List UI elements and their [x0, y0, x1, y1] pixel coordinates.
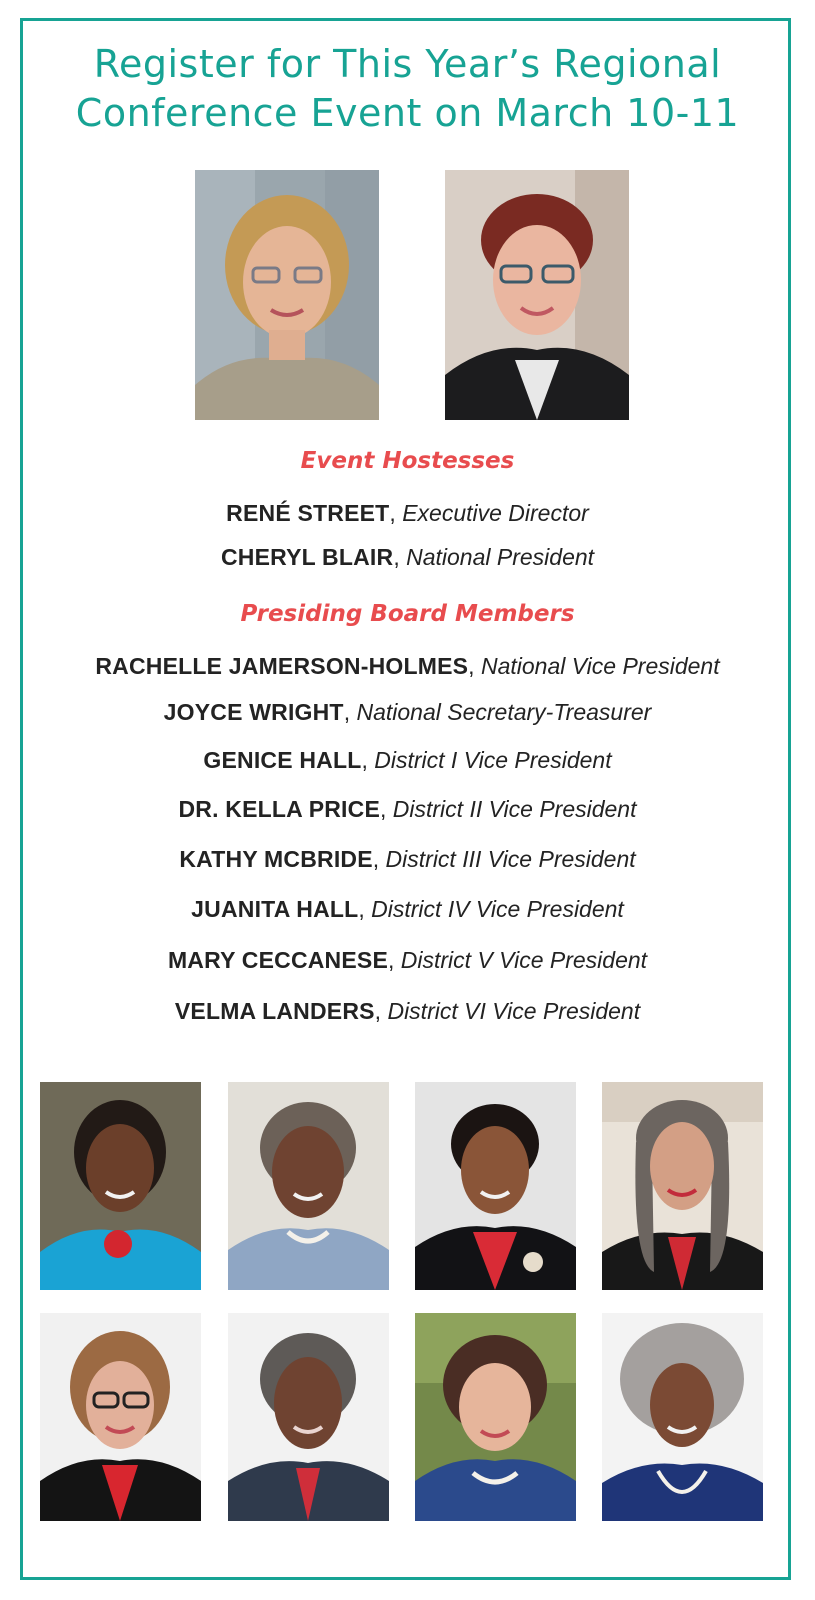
- person-role: District III Vice President: [385, 846, 636, 872]
- board-member-juanita-hall: JUANITA HALL, District IV Vice President: [191, 896, 624, 922]
- board-member-mary-ceccanese: MARY CECCANESE, District V Vice President: [167, 947, 648, 973]
- board-photo-2: [228, 1082, 389, 1290]
- person-role: District II Vice President: [392, 796, 637, 822]
- board-photo-4: [602, 1082, 763, 1290]
- board-photo-3: [415, 1082, 576, 1290]
- hostess-photo-1: [195, 170, 379, 420]
- board-photo-5: [40, 1313, 201, 1521]
- person-name: MARY CECCANESE: [167, 947, 388, 973]
- person-name: GENICE HALL: [203, 747, 362, 773]
- person-name: VELMA LANDERS: [174, 998, 375, 1024]
- hostess-rene-street: RENÉ STREET, Executive Director: [226, 500, 589, 526]
- person-role: District VI Vice President: [387, 998, 641, 1024]
- person-role: District IV Vice President: [371, 896, 624, 922]
- person-name: DR. KELLA PRICE: [178, 796, 380, 822]
- board-member-velma-landers: VELMA LANDERS, District VI Vice President: [174, 998, 641, 1024]
- board-member-joyce-wright: JOYCE WRIGHT, National Secretary-Treasurer: [163, 699, 652, 725]
- board-member-kella-price: DR. KELLA PRICE, District II Vice President: [178, 796, 637, 822]
- person-name: JUANITA HALL: [191, 896, 359, 922]
- person-name: CHERYL BLAIR: [220, 544, 394, 570]
- person-role: National Vice President: [480, 653, 720, 679]
- person-role: National Secretary-Treasurer: [356, 699, 652, 725]
- hostess-cheryl-blair: CHERYL BLAIR, National President: [220, 544, 595, 570]
- board-photo-8: [602, 1313, 763, 1521]
- person-name: JOYCE WRIGHT: [163, 699, 344, 725]
- board-photo-1: [40, 1082, 201, 1290]
- person-role: Executive Director: [402, 500, 589, 526]
- title-line-1: Register for This Year’s Regional: [93, 42, 722, 86]
- person-role: District V Vice President: [400, 947, 648, 973]
- hostesses-heading: Event Hostesses: [300, 448, 515, 474]
- page-title: [0, 40, 815, 138]
- board-photo-7: [415, 1313, 576, 1521]
- board-member-kathy-mcbride: KATHY MCBRIDE, District III Vice President: [179, 846, 636, 872]
- board-member-genice-hall: GENICE HALL, District I Vice President: [203, 747, 612, 773]
- person-name: RENÉ STREET: [226, 500, 390, 526]
- board-heading: Presiding Board Members: [240, 601, 575, 627]
- person-name: KATHY MCBRIDE: [179, 846, 373, 872]
- person-name: RACHELLE JAMERSON-HOLMES: [95, 653, 469, 679]
- title-line-2: Conference Event on March 10-11: [75, 91, 740, 135]
- hostess-photo-2: [445, 170, 629, 420]
- board-member-rachelle-jamerson-holmes: RACHELLE JAMERSON-HOLMES, National Vice President: [95, 653, 720, 679]
- person-role: National President: [406, 544, 595, 570]
- person-role: District I Vice President: [374, 747, 612, 773]
- board-photo-6: [228, 1313, 389, 1521]
